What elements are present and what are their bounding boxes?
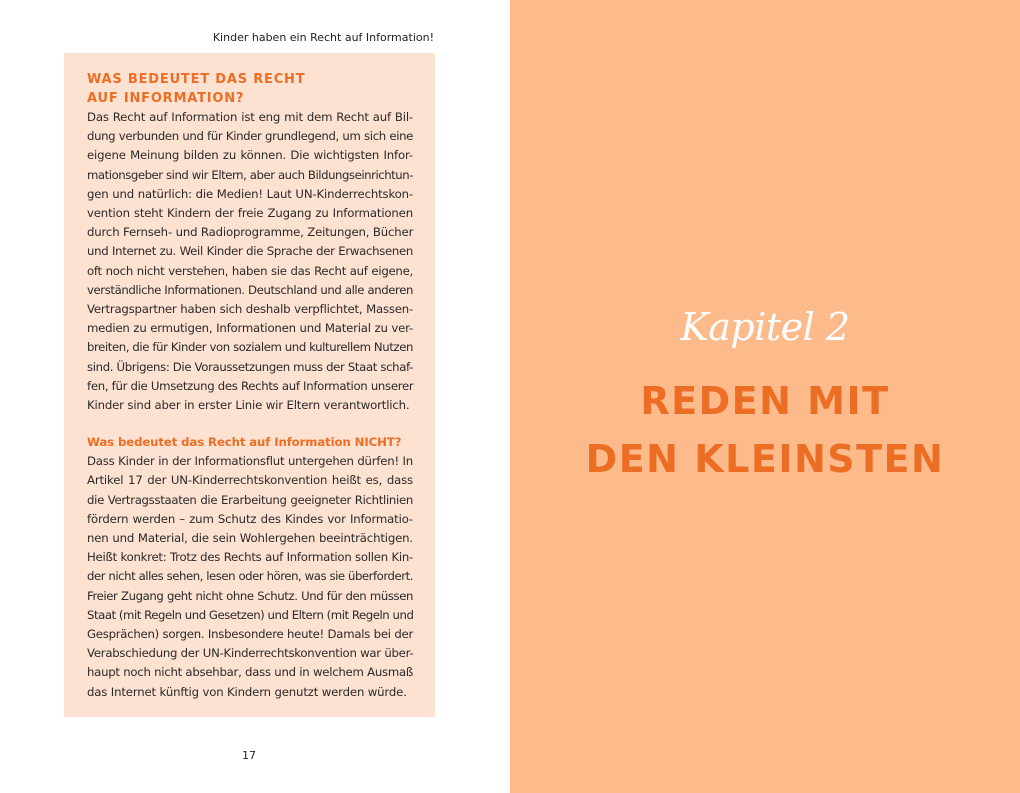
text-line: Das Recht auf Information ist eng mit dem Recht auf Bil-	[87, 110, 413, 124]
text-line: nen und Material, die sein Wohlergehen beeinträchtigen.	[87, 531, 413, 546]
text-line: durch Fernseh- und Radioprogramme, Zeitungen, Bücher	[87, 225, 414, 240]
text-line: Artikel 17 der UN-Kinderrechtskonvention heißt es, dass	[87, 473, 413, 488]
text-line: eigene Meinung bilden zu können. Die wichtigsten Infor-	[87, 148, 413, 163]
info-box	[64, 53, 435, 717]
text-line: der nicht alles sehen, lesen oder hören, was sie überfordert.	[87, 569, 413, 584]
running-header: Kinder haben ein Recht auf Information!	[212, 31, 434, 44]
text-line: Verabschiedung der UN-Kinderrechtskonvention war über-	[87, 646, 414, 661]
text-line: Staat (mit Regeln und Gesetzen) und Eltern (mit Regeln und	[87, 607, 414, 622]
text-line: Freier Zugang geht nicht ohne Schutz. Und für den müssen	[87, 588, 413, 603]
text-line: dung verbunden und für Kinder grundlegend, um sich eine	[87, 129, 413, 144]
text-line: Dass Kinder in der Informationsflut untergehen dürfen! In	[87, 454, 413, 469]
text-line: breiten, die für Kinder von sozialem und kulturellem Nutzen	[87, 340, 413, 355]
text-line: und Internet zu. Weil Kinder die Sprache der Erwachsenen	[87, 244, 413, 259]
box-heading-line: AUF INFORMATION?	[87, 91, 245, 106]
text-line: vention steht Kindern der freie Zugang zu Informationen	[87, 206, 413, 221]
text-line: das Internet künftig von Kindern genutzt werden würde.	[87, 684, 407, 699]
text-line: mationsgeber sind wir Eltern, aber auch Bildungseinrichtun-	[87, 167, 413, 182]
text-line: medien zu ermutigen, Informationen und Material zu ver-	[87, 321, 413, 336]
box-heading-line: WAS BEDEUTET DAS RECHT	[87, 72, 306, 87]
chapter-opener-page	[510, 0, 1020, 793]
text-line: Kinder sind aber in erster Linie wir Eltern verantwortlich.	[87, 398, 410, 413]
text-line: Vertragspartner haben sich deshalb verpflichtet, Massen-	[87, 302, 413, 317]
text-line: gen und natürlich: die Medien! Laut UN-Kinderrechtskon-	[87, 186, 413, 201]
chapter-title-line: REDEN MIT	[640, 379, 890, 423]
chapter-title-line: DEN KLEINSTEN	[585, 437, 945, 481]
text-line: die Vertragsstaaten die Erarbeitung geeigneter Richtlinien	[87, 492, 413, 507]
text-line: sind. Übrigens: Die Voraussetzungen muss der Staat schaf-	[87, 359, 414, 374]
box-subheading: Was bedeutet das Recht auf Information NICHT?	[87, 435, 402, 450]
text-line: oft noch nicht verstehen, haben sie das Recht auf eigene,	[87, 263, 413, 278]
chapter-number: Kapitel 2	[680, 305, 850, 349]
text-line: fördern werden – zum Schutz des Kindes vor Informatio-	[87, 511, 413, 526]
chapter-title	[510, 372, 1020, 488]
text-line: Heißt konkret: Trotz des Rechts auf Information sollen Kin-	[87, 550, 413, 565]
page-number: 17	[242, 749, 256, 762]
text-line: haupt noch nicht absehbar, dass und in welchem Ausmaß	[87, 665, 413, 680]
box-paragraph-1	[87, 108, 413, 415]
box-paragraph-2	[87, 452, 413, 702]
text-line: fen, für die Umsetzung des Rechts auf Information unserer	[87, 378, 414, 393]
text-line: Gesprächen) sorgen. Insbesondere heute! Damals bei der	[87, 627, 413, 642]
box-heading	[87, 70, 413, 108]
text-line: verständliche Informationen. Deutschland und alle anderen	[87, 282, 413, 297]
